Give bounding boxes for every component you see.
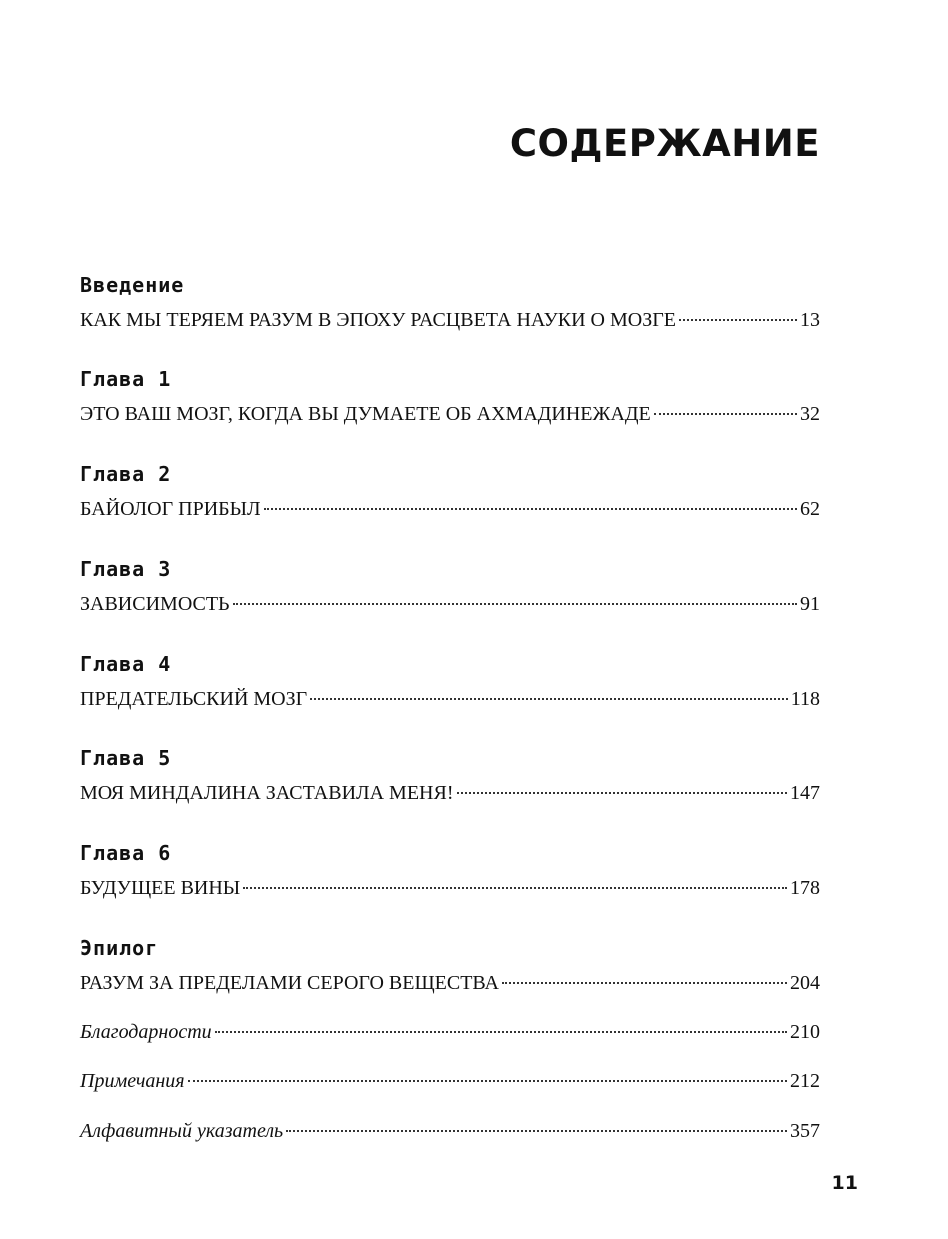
dot-leader <box>457 792 788 794</box>
dot-leader <box>215 1031 787 1033</box>
section-heading: Глава 4 <box>80 652 172 676</box>
entry-title: РАЗУМ ЗА ПРЕДЕЛАМИ СЕРОГО ВЕЩЕСТВА <box>80 972 499 994</box>
entry-title: ЗАВИСИМОСТЬ <box>80 593 230 615</box>
entry-title: ПРЕДАТЕЛЬСКИЙ МОЗГ <box>80 688 308 710</box>
dot-leader <box>679 319 797 321</box>
toc-section-chapter-3 <box>80 556 820 618</box>
page-title: СОДЕРЖАНИЕ <box>509 122 820 165</box>
toc-section-introduction <box>80 272 820 334</box>
dot-leader <box>233 603 797 605</box>
toc-entry <box>80 969 820 997</box>
toc-section-chapter-1 <box>80 366 820 428</box>
entry-page: 13 <box>800 309 820 331</box>
toc-section-chapter-6 <box>80 840 820 902</box>
entry-title: МОЯ МИНДАЛИНА ЗАСТАВИЛА МЕНЯ! <box>80 782 454 804</box>
entry-title: ЭТО ВАШ МОЗГ, КОГДА ВЫ ДУМАЕТЕ ОБ АХМАДИНЕЖАДЕ <box>80 403 651 425</box>
section-heading: Глава 1 <box>80 367 172 391</box>
section-heading: Эпилог <box>80 936 159 960</box>
toc-back-matter-acknowledgments <box>80 1018 820 1046</box>
toc-entry <box>80 685 820 713</box>
toc-entry <box>80 779 820 807</box>
section-heading: Глава 2 <box>80 462 172 486</box>
toc-section-chapter-2 <box>80 461 820 523</box>
toc-section-chapter-4 <box>80 651 820 713</box>
entry-title: КАК МЫ ТЕРЯЕМ РАЗУМ В ЭПОХУ РАСЦВЕТА НАУКИ О МОЗГЕ <box>80 309 676 331</box>
toc-entry <box>80 1018 820 1046</box>
toc-section-epilogue <box>80 935 820 997</box>
entry-page: 204 <box>790 972 820 994</box>
toc-entry <box>80 495 820 523</box>
table-of-contents <box>80 0 820 1239</box>
page-number: 11 <box>831 1172 858 1194</box>
entry-page: 62 <box>800 498 820 520</box>
entry-page: 32 <box>800 403 820 425</box>
dot-leader <box>654 413 797 415</box>
dot-leader <box>188 1080 787 1082</box>
section-heading: Глава 3 <box>80 557 172 581</box>
dot-leader <box>502 982 787 984</box>
entry-page: 91 <box>800 593 820 615</box>
toc-entry <box>80 306 820 334</box>
entry-page: 357 <box>790 1120 820 1142</box>
toc-back-matter-index <box>80 1117 820 1145</box>
toc-entry <box>80 590 820 618</box>
entry-page: 178 <box>790 877 820 899</box>
toc-section-chapter-5 <box>80 745 820 807</box>
dot-leader <box>310 698 788 700</box>
entry-title: Благодарности <box>80 1021 212 1043</box>
toc-entry <box>80 400 820 428</box>
entry-page: 147 <box>790 782 820 804</box>
section-heading: Глава 6 <box>80 841 172 865</box>
toc-entry <box>80 874 820 902</box>
entry-title: Алфавитный указатель <box>80 1120 284 1142</box>
toc-entry <box>80 1067 820 1095</box>
section-heading: Глава 5 <box>80 746 172 770</box>
entry-title: Примечания <box>80 1070 185 1092</box>
entry-title: БУДУЩЕЕ ВИНЫ <box>80 877 241 899</box>
section-heading: Введение <box>80 273 185 297</box>
entry-title: БАЙОЛОГ ПРИБЫЛ <box>80 498 261 520</box>
dot-leader <box>264 508 797 510</box>
toc-back-matter-notes <box>80 1067 820 1095</box>
entry-page: 210 <box>790 1021 820 1043</box>
dot-leader <box>243 887 787 889</box>
entry-page: 212 <box>790 1070 820 1092</box>
dot-leader <box>286 1130 787 1132</box>
toc-entry <box>80 1117 820 1145</box>
entry-page: 118 <box>790 688 820 710</box>
